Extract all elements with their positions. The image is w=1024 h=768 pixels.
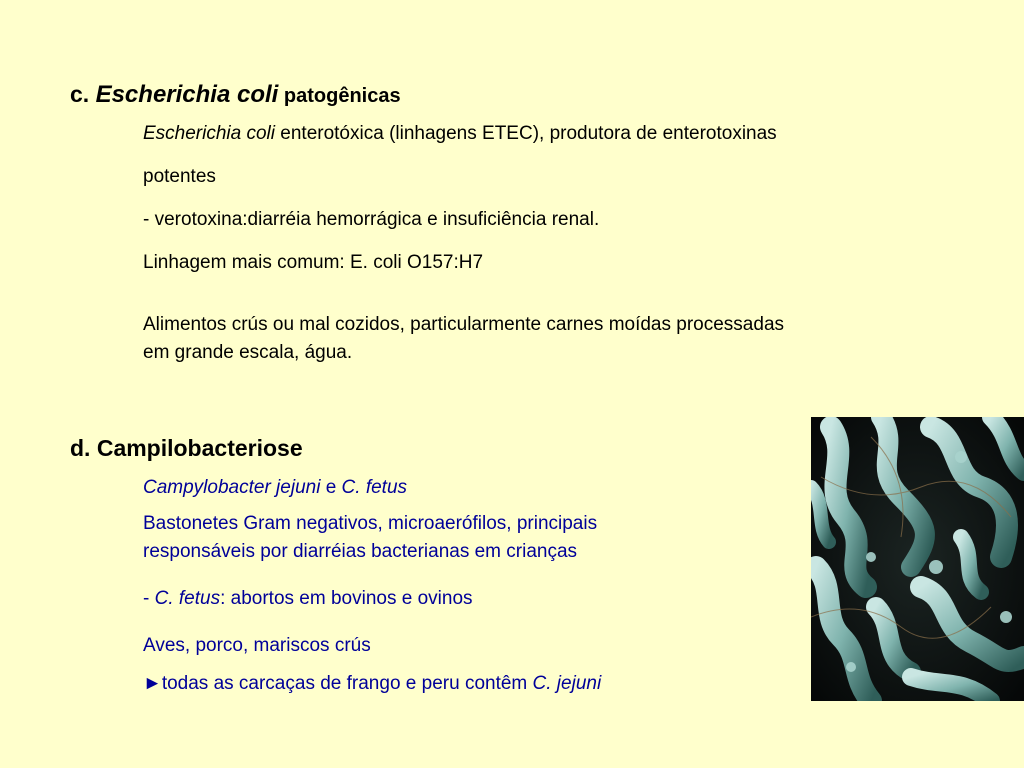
section-c-species: Escherichia coli: [95, 81, 279, 108]
ecoli-species-name: Escherichia coli: [143, 123, 275, 144]
section-c-heading: [70, 80, 401, 110]
section-d-desc-2: responsáveis por diarréias bacterianas em crianças: [143, 541, 578, 562]
ecoli-description: enterotóxica (linhagens ETEC), produtora de enterotoxinas: [275, 123, 777, 144]
section-c-prefix: c.: [70, 81, 96, 107]
species-connector: e: [320, 477, 342, 498]
section-c-line-3: - verotoxina:diarréia hemorrágica e insuficiência renal.: [143, 209, 600, 230]
micrograph-drawing: [811, 417, 1024, 701]
carcass-text: todas as carcaças de frango e peru contêm: [161, 673, 533, 694]
campylobacter-jejuni-name: Campylobacter jejuni: [143, 477, 321, 498]
section-d-carcass-line: [143, 672, 601, 696]
section-d-fetus-line: [143, 587, 473, 611]
section-c-line-1: [143, 122, 777, 146]
fetus-text: : abortos em bovinos e ovinos: [220, 588, 473, 609]
section-c-line-6: em grande escala, água.: [143, 342, 353, 363]
c-jejuni-name: C. jejuni: [532, 673, 602, 694]
section-c-line-4: Linhagem mais comum: E. coli O157:H7: [143, 252, 484, 273]
section-d-heading: d. Campilobacteriose: [70, 435, 303, 461]
fetus-species: C. fetus: [154, 588, 221, 609]
campylobacter-micrograph-image: [811, 417, 1024, 701]
section-d-desc-1: Bastonetes Gram negativos, microaerófilos, principais: [143, 513, 598, 534]
c-fetus-name: C. fetus: [341, 477, 408, 498]
fetus-dash: -: [143, 588, 155, 609]
section-c-line-5: Alimentos crús ou mal cozidos, particularmente carnes moídas processadas: [143, 314, 785, 335]
section-d-sources: Aves, porco, mariscos crús: [143, 635, 371, 656]
section-c-line-2: potentes: [143, 166, 216, 187]
arrow-bullet-icon: ►: [143, 673, 162, 694]
section-d-species-line: [143, 476, 407, 500]
section-c-suffix: patogênicas: [278, 85, 401, 107]
